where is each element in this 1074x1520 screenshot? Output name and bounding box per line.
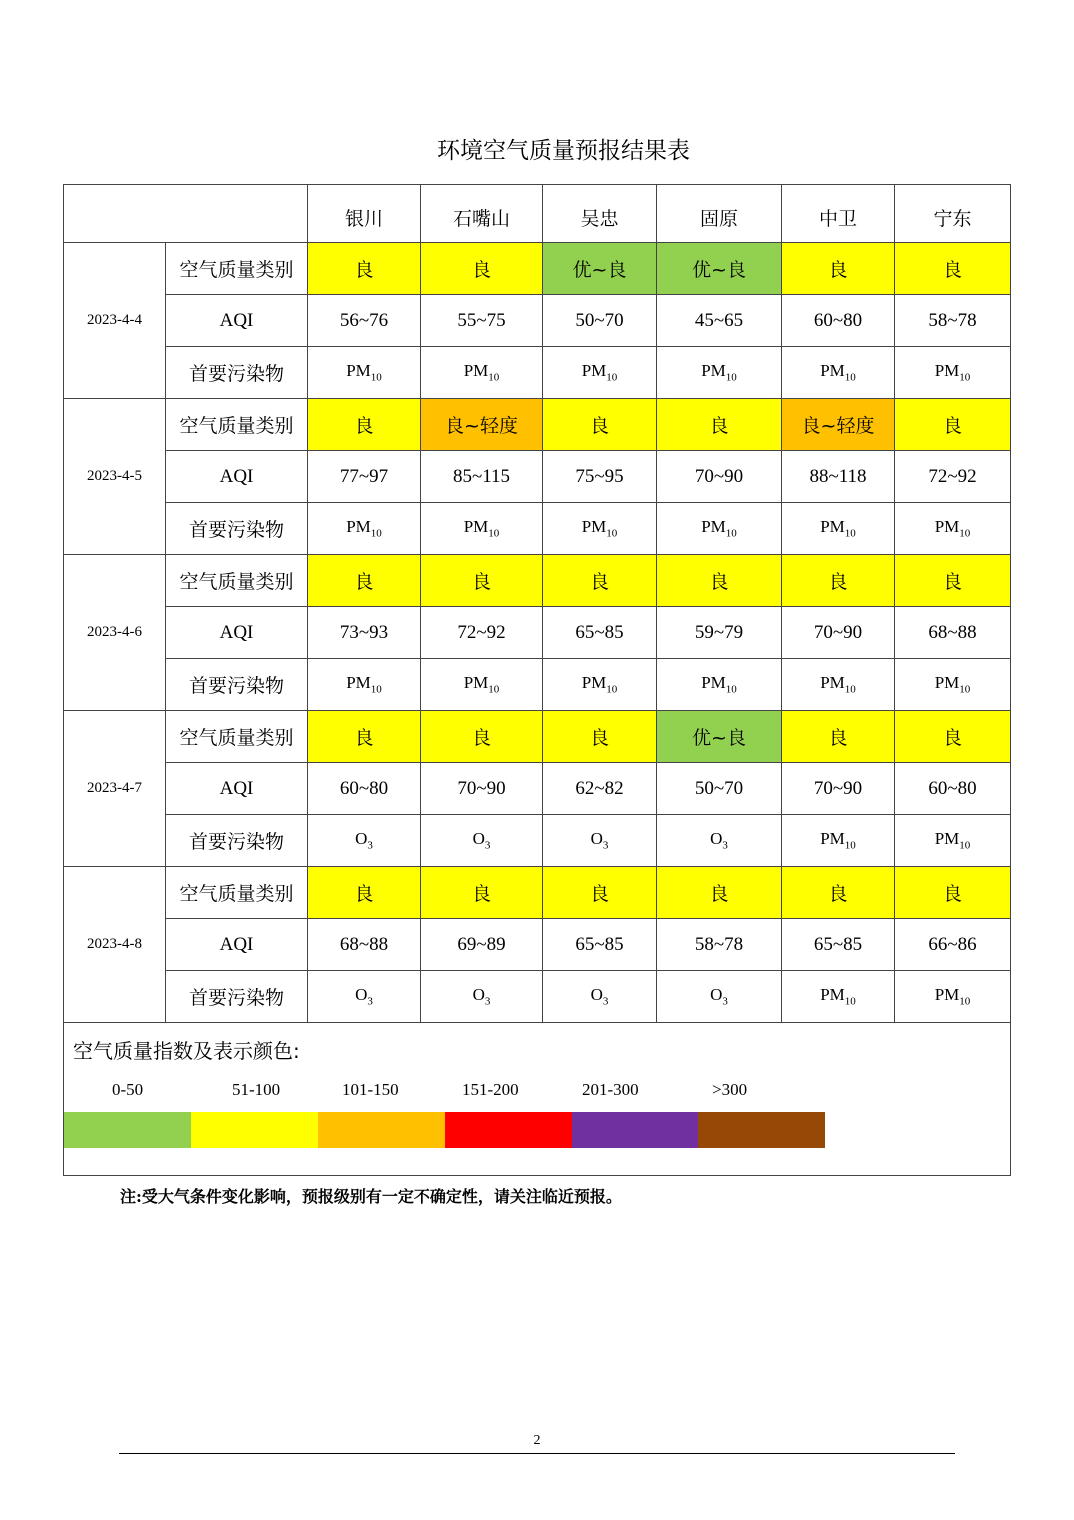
aqi-cell: 65~85 bbox=[543, 919, 657, 971]
pollutant-symbol: PM bbox=[463, 517, 489, 537]
legend-cell bbox=[64, 1023, 1011, 1176]
category-cell: 良 bbox=[782, 711, 895, 763]
pollutant-cell bbox=[657, 815, 782, 867]
aqi-cell: 58~78 bbox=[657, 919, 782, 971]
city-header: 石嘴山 bbox=[421, 185, 543, 243]
legend-row bbox=[64, 1023, 1011, 1176]
pollutant-cell bbox=[782, 815, 895, 867]
category-cell: 良 bbox=[895, 711, 1011, 763]
aqi-cell: 50~70 bbox=[543, 295, 657, 347]
pollutant-cell bbox=[421, 347, 543, 399]
aqi-cell: 58~78 bbox=[895, 295, 1011, 347]
pollutant-cell bbox=[895, 815, 1011, 867]
legend-range-label: 0-50 bbox=[112, 1080, 144, 1099]
pollutant-cell bbox=[543, 815, 657, 867]
pollutant-symbol: PM bbox=[701, 361, 726, 381]
footer-divider bbox=[119, 1453, 955, 1454]
aqi-row-label: AQI bbox=[166, 295, 308, 347]
pollutant-row-label: 首要污染物 bbox=[166, 347, 308, 399]
pollutant-cell bbox=[657, 503, 782, 555]
aqi-row-label: AQI bbox=[166, 919, 308, 971]
aqi-cell: 68~88 bbox=[895, 607, 1011, 659]
pollutant-subscript: 3 bbox=[602, 839, 609, 852]
pollutant-subscript: 10 bbox=[606, 527, 618, 540]
pollutant-row bbox=[64, 347, 1011, 399]
pollutant-subscript: 3 bbox=[367, 839, 373, 852]
aqi-row bbox=[64, 607, 1011, 659]
category-cell: 良 bbox=[421, 867, 543, 919]
category-row bbox=[64, 555, 1011, 607]
pollutant-cell bbox=[782, 347, 895, 399]
pollutant-cell bbox=[421, 503, 543, 555]
date-cell: 2023-4-5 bbox=[64, 399, 166, 555]
category-row bbox=[64, 867, 1011, 919]
pollutant-cell bbox=[895, 503, 1011, 555]
city-header: 银川 bbox=[308, 185, 421, 243]
category-cell: 良 bbox=[308, 711, 421, 763]
pollutant-row bbox=[64, 971, 1011, 1023]
category-cell: 良 bbox=[308, 399, 421, 451]
aqi-cell: 50~70 bbox=[657, 763, 782, 815]
city-header: 吴忠 bbox=[543, 185, 657, 243]
pollutant-subscript: 10 bbox=[844, 995, 856, 1008]
aqi-cell: 65~85 bbox=[782, 919, 895, 971]
pollutant-cell bbox=[308, 659, 421, 711]
aqi-row bbox=[64, 295, 1011, 347]
category-cell: 良 bbox=[543, 867, 657, 919]
pollutant-cell bbox=[543, 971, 657, 1023]
city-header: 中卫 bbox=[782, 185, 895, 243]
category-cell: 良 bbox=[782, 555, 895, 607]
pollutant-symbol: O bbox=[472, 829, 485, 849]
legend-range-label: 151-200 bbox=[462, 1080, 519, 1099]
legend-color-swatch bbox=[191, 1112, 318, 1148]
pollutant-subscript: 3 bbox=[602, 995, 609, 1008]
aqi-row bbox=[64, 451, 1011, 503]
pollutant-subscript: 10 bbox=[606, 371, 618, 384]
pollutant-symbol: O bbox=[590, 829, 603, 849]
aqi-cell: 72~92 bbox=[421, 607, 543, 659]
pollutant-subscript: 3 bbox=[484, 839, 491, 852]
category-cell: 良 bbox=[308, 243, 421, 295]
pollutant-symbol: O bbox=[710, 829, 723, 849]
category-row bbox=[64, 711, 1011, 763]
pollutant-cell bbox=[543, 659, 657, 711]
pollutant-cell bbox=[895, 347, 1011, 399]
pollutant-cell bbox=[657, 347, 782, 399]
pollutant-symbol: PM bbox=[581, 673, 607, 693]
legend-title: 空气质量指数及表示颜色: bbox=[73, 1039, 300, 1063]
date-cell: 2023-4-8 bbox=[64, 867, 166, 1023]
pollutant-row-label: 首要污染物 bbox=[166, 659, 308, 711]
aqi-cell: 85~115 bbox=[421, 451, 543, 503]
aqi-cell: 56~76 bbox=[308, 295, 421, 347]
aqi-cell: 60~80 bbox=[308, 763, 421, 815]
pollutant-subscript: 10 bbox=[370, 527, 382, 540]
category-row bbox=[64, 399, 1011, 451]
aqi-cell: 75~95 bbox=[543, 451, 657, 503]
pollutant-subscript: 3 bbox=[722, 839, 728, 852]
legend-color-swatch bbox=[445, 1112, 572, 1148]
pollutant-row bbox=[64, 503, 1011, 555]
pollutant-cell bbox=[543, 347, 657, 399]
pollutant-symbol: PM bbox=[934, 985, 960, 1005]
category-cell: 良 bbox=[657, 555, 782, 607]
category-cell: 优~良 bbox=[543, 243, 657, 295]
pollutant-subscript: 10 bbox=[959, 371, 971, 384]
pollutant-subscript: 10 bbox=[488, 371, 500, 384]
legend-color-swatch bbox=[318, 1112, 445, 1148]
aqi-row bbox=[64, 763, 1011, 815]
pollutant-row bbox=[64, 659, 1011, 711]
pollutant-symbol: PM bbox=[581, 361, 607, 381]
pollutant-cell bbox=[782, 503, 895, 555]
pollutant-symbol: PM bbox=[820, 517, 845, 537]
pollutant-cell bbox=[308, 815, 421, 867]
pollutant-subscript: 10 bbox=[959, 683, 971, 696]
pollutant-subscript: 10 bbox=[959, 995, 971, 1008]
aqi-cell: 60~80 bbox=[782, 295, 895, 347]
category-cell: 优~良 bbox=[657, 711, 782, 763]
category-row-label: 空气质量类别 bbox=[166, 867, 308, 919]
category-row-label: 空气质量类别 bbox=[166, 399, 308, 451]
pollutant-symbol: O bbox=[710, 985, 723, 1005]
pollutant-symbol: PM bbox=[820, 673, 845, 693]
header-row bbox=[64, 185, 1011, 243]
legend-color-swatch bbox=[572, 1112, 699, 1148]
pollutant-symbol: PM bbox=[820, 361, 845, 381]
pollutant-symbol: PM bbox=[934, 829, 960, 849]
category-cell: 良 bbox=[543, 399, 657, 451]
pollutant-symbol: O bbox=[355, 829, 368, 849]
pollutant-symbol: PM bbox=[346, 361, 371, 381]
pollutant-cell bbox=[421, 815, 543, 867]
legend-range-label: 101-150 bbox=[342, 1080, 399, 1099]
aqi-row-label: AQI bbox=[166, 607, 308, 659]
pollutant-row bbox=[64, 815, 1011, 867]
pollutant-cell bbox=[782, 659, 895, 711]
category-row-label: 空气质量类别 bbox=[166, 711, 308, 763]
aqi-cell: 73~93 bbox=[308, 607, 421, 659]
pollutant-symbol: PM bbox=[934, 517, 960, 537]
aqi-row-label: AQI bbox=[166, 451, 308, 503]
pollutant-symbol: PM bbox=[934, 361, 960, 381]
pollutant-symbol: O bbox=[355, 985, 368, 1005]
category-cell: 良~轻度 bbox=[782, 399, 895, 451]
aqi-cell: 69~89 bbox=[421, 919, 543, 971]
aqi-cell: 88~118 bbox=[782, 451, 895, 503]
category-cell: 良 bbox=[895, 243, 1011, 295]
pollutant-symbol: PM bbox=[934, 673, 960, 693]
pollutant-subscript: 10 bbox=[844, 371, 856, 384]
pollutant-symbol: PM bbox=[701, 517, 726, 537]
pollutant-subscript: 10 bbox=[370, 371, 382, 384]
aqi-cell: 45~65 bbox=[657, 295, 782, 347]
aqi-cell: 68~88 bbox=[308, 919, 421, 971]
category-row-label: 空气质量类别 bbox=[166, 243, 308, 295]
pollutant-symbol: PM bbox=[346, 517, 371, 537]
aqi-cell: 55~75 bbox=[421, 295, 543, 347]
category-cell: 良 bbox=[421, 243, 543, 295]
aqi-row bbox=[64, 919, 1011, 971]
pollutant-subscript: 3 bbox=[484, 995, 491, 1008]
aqi-cell: 66~86 bbox=[895, 919, 1011, 971]
aqi-cell: 77~97 bbox=[308, 451, 421, 503]
date-cell: 2023-4-6 bbox=[64, 555, 166, 711]
pollutant-cell bbox=[657, 659, 782, 711]
pollutant-row-label: 首要污染物 bbox=[166, 815, 308, 867]
legend-range-label: 201-300 bbox=[582, 1080, 639, 1099]
pollutant-subscript: 10 bbox=[959, 527, 971, 540]
aqi-cell: 70~90 bbox=[657, 451, 782, 503]
category-row-label: 空气质量类别 bbox=[166, 555, 308, 607]
pollutant-symbol: PM bbox=[346, 673, 371, 693]
forecast-note: 注:受大气条件变化影响，预报级别有一定不确定性，请关注临近预报。 bbox=[120, 1187, 622, 1206]
pollutant-subscript: 3 bbox=[722, 995, 728, 1008]
pollutant-subscript: 10 bbox=[488, 527, 500, 540]
pollutant-subscript: 10 bbox=[606, 683, 618, 696]
city-header: 宁东 bbox=[895, 185, 1011, 243]
category-cell: 良 bbox=[421, 555, 543, 607]
pollutant-subscript: 10 bbox=[844, 683, 856, 696]
category-cell: 良 bbox=[421, 711, 543, 763]
aqi-row-label: AQI bbox=[166, 763, 308, 815]
pollutant-symbol: O bbox=[590, 985, 603, 1005]
date-cell: 2023-4-7 bbox=[64, 711, 166, 867]
pollutant-symbol: PM bbox=[463, 673, 489, 693]
aqi-cell: 70~90 bbox=[782, 763, 895, 815]
pollutant-row-label: 首要污染物 bbox=[166, 503, 308, 555]
aqi-cell: 65~85 bbox=[543, 607, 657, 659]
category-cell: 良 bbox=[657, 399, 782, 451]
aqi-cell: 70~90 bbox=[782, 607, 895, 659]
pollutant-cell bbox=[308, 347, 421, 399]
legend-color-swatch bbox=[64, 1112, 191, 1148]
pollutant-symbol: PM bbox=[820, 829, 845, 849]
category-cell: 良 bbox=[895, 867, 1011, 919]
pollutant-symbol: PM bbox=[581, 517, 607, 537]
pollutant-cell bbox=[308, 503, 421, 555]
category-cell: 良 bbox=[543, 555, 657, 607]
pollutant-subscript: 10 bbox=[725, 371, 737, 384]
category-cell: 良 bbox=[308, 555, 421, 607]
pollutant-subscript: 10 bbox=[959, 839, 971, 852]
aqi-cell: 59~79 bbox=[657, 607, 782, 659]
forecast-table bbox=[63, 184, 1011, 1176]
category-cell: 良 bbox=[543, 711, 657, 763]
pollutant-subscript: 10 bbox=[725, 683, 737, 696]
page-number: 2 bbox=[533, 1433, 541, 1448]
city-header: 固原 bbox=[657, 185, 782, 243]
aqi-cell: 62~82 bbox=[543, 763, 657, 815]
pollutant-cell bbox=[421, 971, 543, 1023]
category-cell: 良~轻度 bbox=[421, 399, 543, 451]
pollutant-subscript: 10 bbox=[488, 683, 500, 696]
pollutant-subscript: 10 bbox=[370, 683, 382, 696]
category-cell: 良 bbox=[895, 555, 1011, 607]
pollutant-subscript: 10 bbox=[725, 527, 737, 540]
date-cell: 2023-4-4 bbox=[64, 243, 166, 399]
pollutant-cell bbox=[782, 971, 895, 1023]
category-cell: 良 bbox=[895, 399, 1011, 451]
header-corner-cell bbox=[64, 185, 308, 243]
legend-range-label: 51-100 bbox=[232, 1080, 281, 1099]
category-row bbox=[64, 243, 1011, 295]
pollutant-subscript: 10 bbox=[844, 527, 856, 540]
category-cell: 良 bbox=[657, 867, 782, 919]
pollutant-subscript: 10 bbox=[844, 839, 856, 852]
category-cell: 良 bbox=[782, 243, 895, 295]
pollutant-cell bbox=[657, 971, 782, 1023]
pollutant-symbol: PM bbox=[820, 985, 845, 1005]
pollutant-row-label: 首要污染物 bbox=[166, 971, 308, 1023]
aqi-cell: 60~80 bbox=[895, 763, 1011, 815]
pollutant-symbol: PM bbox=[463, 361, 489, 381]
pollutant-cell bbox=[421, 659, 543, 711]
pollutant-cell bbox=[543, 503, 657, 555]
pollutant-symbol: PM bbox=[701, 673, 726, 693]
page-title: 环境空气质量预报结果表 bbox=[437, 138, 690, 164]
pollutant-cell bbox=[895, 659, 1011, 711]
aqi-cell: 72~92 bbox=[895, 451, 1011, 503]
category-cell: 良 bbox=[308, 867, 421, 919]
pollutant-cell bbox=[308, 971, 421, 1023]
category-cell: 良 bbox=[782, 867, 895, 919]
legend-range-label: >300 bbox=[712, 1080, 748, 1099]
pollutant-cell bbox=[895, 971, 1011, 1023]
legend-color-swatch bbox=[698, 1112, 825, 1148]
category-cell: 优~良 bbox=[657, 243, 782, 295]
aqi-cell: 70~90 bbox=[421, 763, 543, 815]
pollutant-symbol: O bbox=[472, 985, 485, 1005]
pollutant-subscript: 3 bbox=[367, 995, 373, 1008]
